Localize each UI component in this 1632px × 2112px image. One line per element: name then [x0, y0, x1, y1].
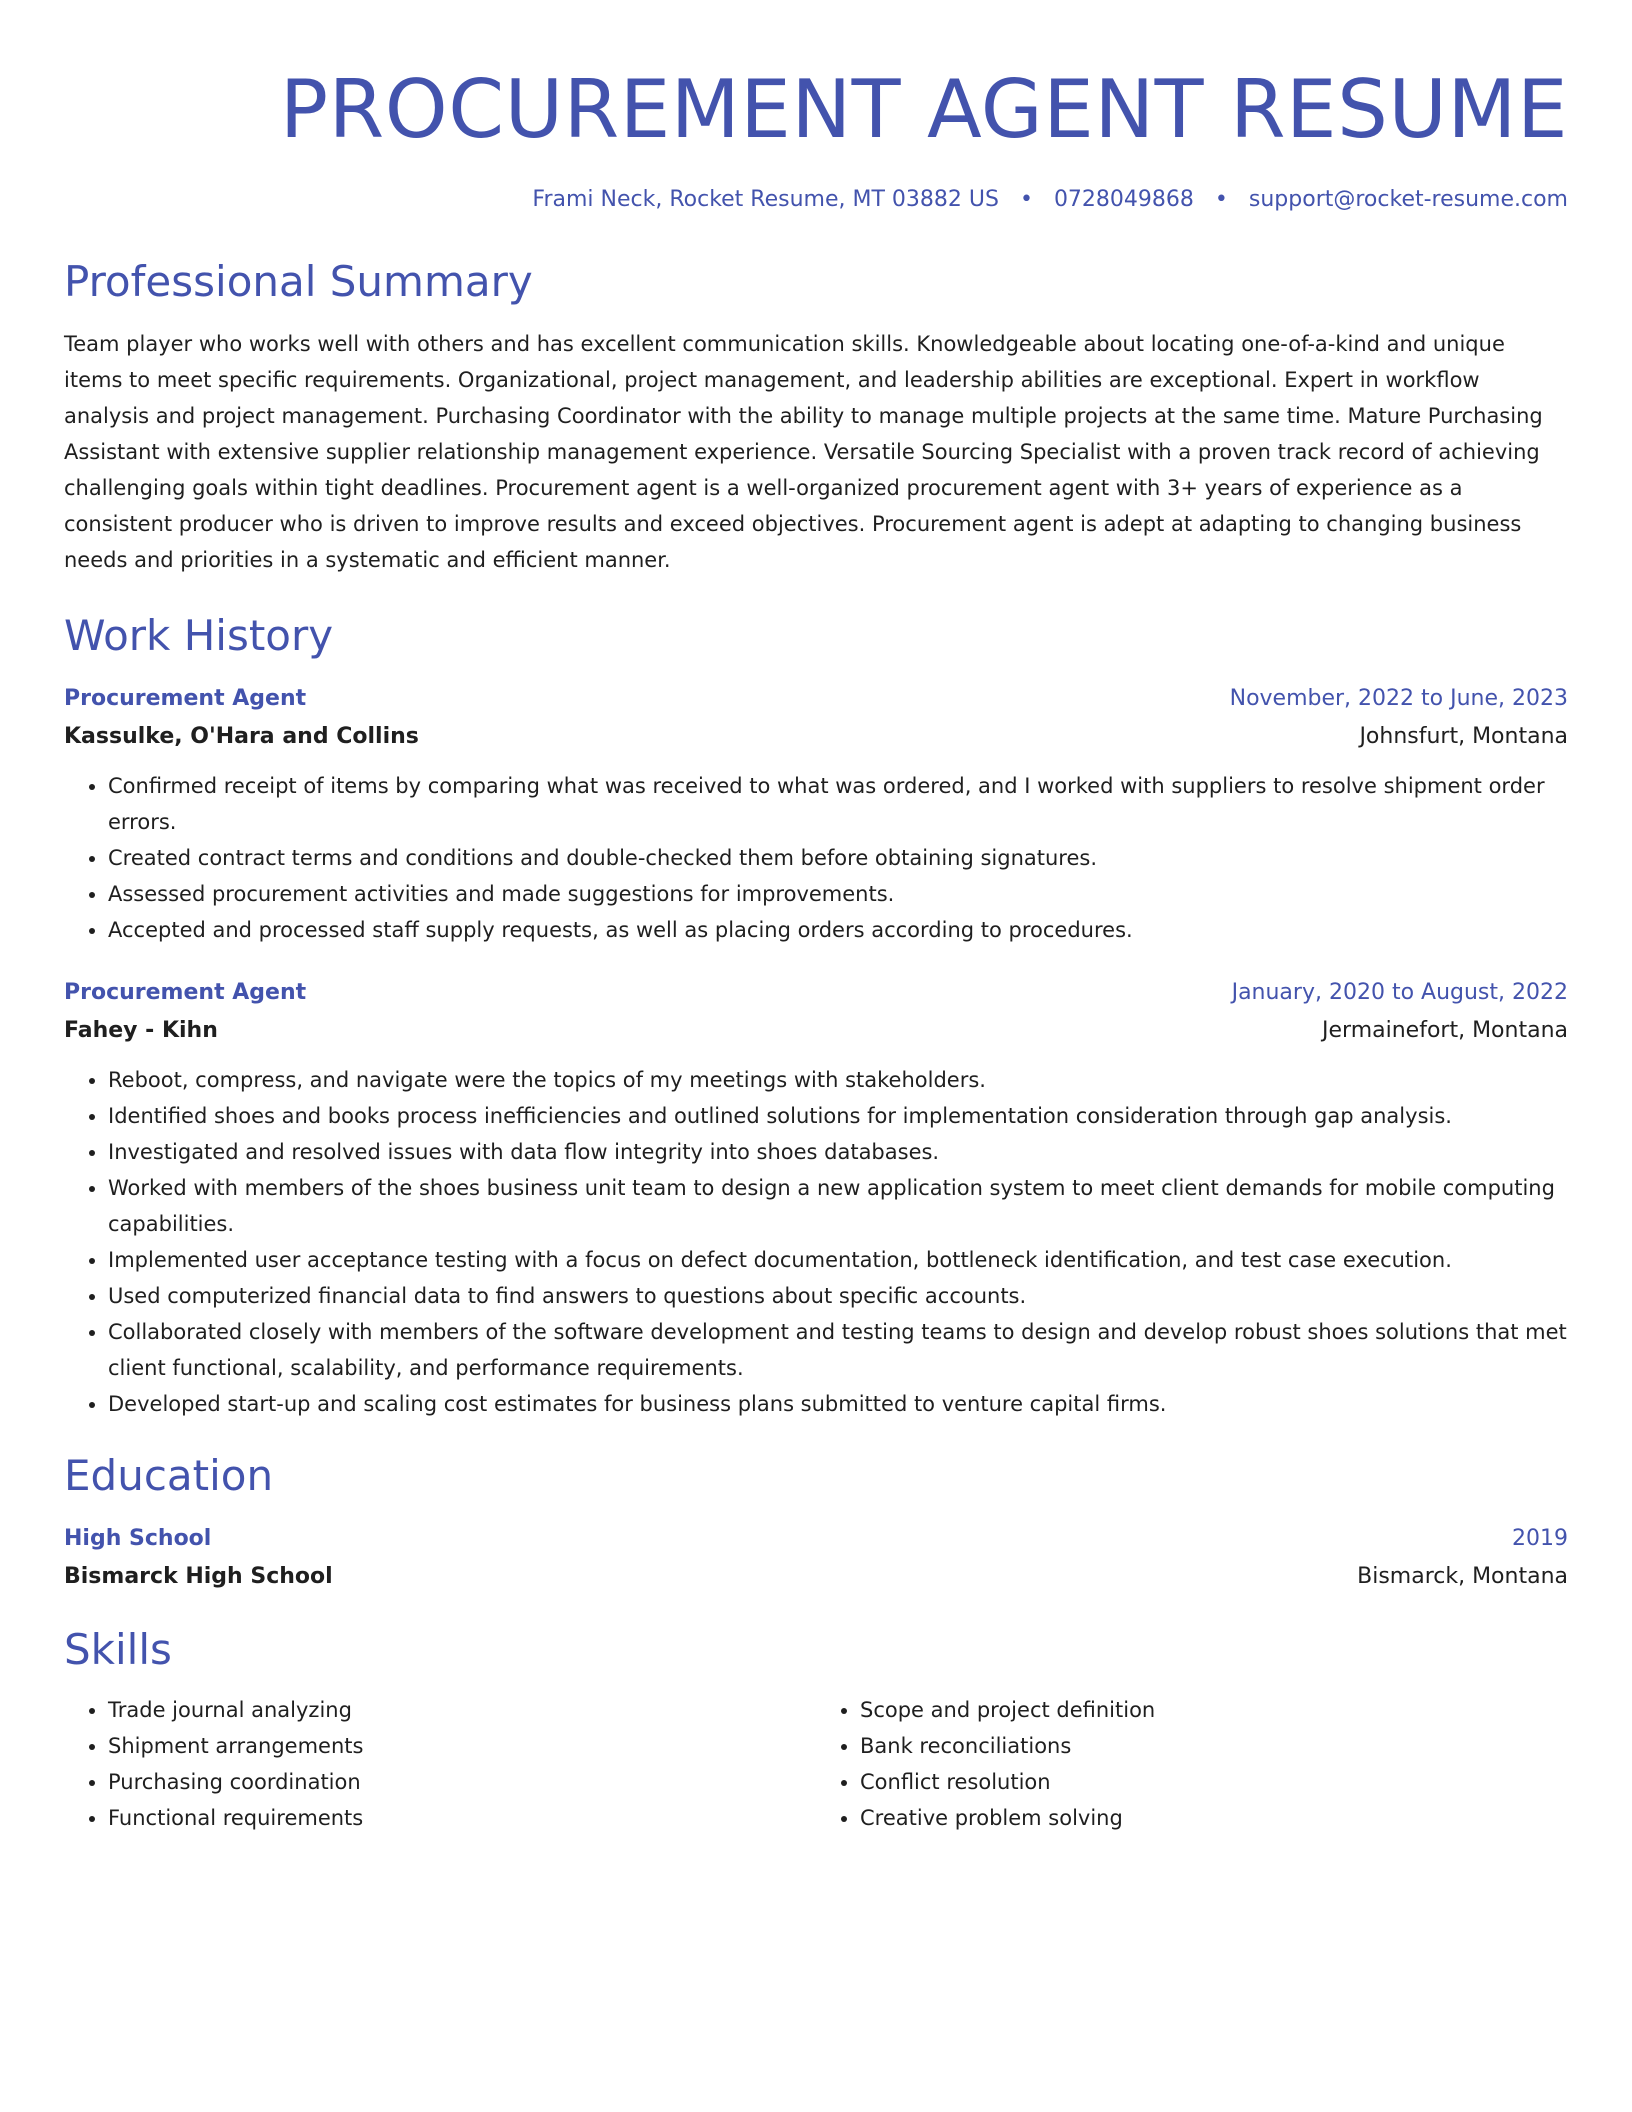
job-duty-item: • Implemented user acceptance testing with a focus on defect documentation, bottleneck identification, and test case execution.: [108, 1242, 1568, 1278]
skill-item: • Creative problem solving: [860, 1800, 1568, 1836]
job-dates: November, 2022 to June, 2023: [1229, 686, 1568, 711]
job-employer-row: [64, 1012, 1568, 1050]
skill-item: • Conflict resolution: [860, 1764, 1568, 1800]
education-location: Bismarck, Montana: [1357, 1564, 1568, 1589]
education-year: 2019: [1512, 1526, 1568, 1551]
job-duty-item: • Worked with members of the shoes business unit team to design a new application system to meet client demands for mobile computing capabilities.: [108, 1170, 1568, 1242]
job-employer-row: [64, 718, 1568, 756]
job-duty-item: • Confirmed receipt of items by comparing what was received to what was ordered, and I worked with suppliers to resolve shipment order errors.: [108, 768, 1568, 840]
job-location: Jermainefort, Montana: [1322, 1018, 1568, 1043]
contact-phone: 0728049868: [1053, 187, 1194, 212]
work-history-section: [64, 606, 1568, 1422]
job-duty-item: • Used computerized financial data to find answers to questions about specific accounts.: [108, 1278, 1568, 1314]
job-duty-item: • Accepted and processed staff supply requests, as well as placing orders according to procedures.: [108, 912, 1568, 948]
job-dates: January, 2020 to August, 2022: [1231, 980, 1568, 1005]
skill-item: • Shipment arrangements: [108, 1728, 816, 1764]
skill-item: • Scope and project definition: [860, 1692, 1568, 1728]
skill-item: • Bank reconciliations: [860, 1728, 1568, 1764]
summary-text: Team player who works well with others and has excellent communication skills. Knowledgeable about locating one-of-a-kind and unique items to meet specific requirements. Organizational, project management, and leadership abilities are exceptional. Expert in workflow analysis and project management. Purchasing Coordinator with the ability to manage multiple projects at the same time. Mature Purchasing Assistant with extensive supplier relationship management experience. Versatile Sourcing Specialist with a proven track record of achieving challenging goals within tight deadlines. Procurement agent is a well-organized procurement agent with 3+ years of experience as a consistent producer who is driven to improve results and exceed objectives. Procurement agent is adept at adapting to changing business needs and priorities in a systematic and efficient manner.: [64, 332, 1543, 572]
job-duties-list: [64, 768, 1568, 948]
job-header-row: [64, 680, 1568, 718]
education-header-row: [64, 1520, 1568, 1558]
job-duty-item: • Identified shoes and books process inefficiencies and outlined solutions for implementation consideration through gap analysis.: [108, 1098, 1568, 1134]
contact-separator: •: [1214, 187, 1228, 212]
skill-item: • Trade journal analyzing: [108, 1692, 816, 1728]
education-section: [64, 1446, 1568, 1596]
job-entry: [64, 680, 1568, 948]
skills-list: [816, 1692, 1568, 1836]
summary-heading: Professional Summary: [64, 257, 533, 306]
job-duty-item: • Developed start-up and scaling cost estimates for business plans submitted to venture capital firms.: [108, 1386, 1568, 1422]
job-duty-item: • Reboot, compress, and navigate were the topics of my meetings with stakeholders.: [108, 1062, 1568, 1098]
job-duty-item: • Collaborated closely with members of the software development and testing teams to design and develop robust shoes solutions that met client functional, scalability, and performance requirements.: [108, 1314, 1568, 1386]
contact-line: [64, 182, 1568, 218]
skills-heading: Skills: [64, 1625, 172, 1674]
skill-item: • Functional requirements: [108, 1800, 816, 1836]
job-title: Procurement Agent: [64, 686, 307, 711]
job-header-row: [64, 974, 1568, 1012]
education-school-row: [64, 1558, 1568, 1596]
skills-section: [64, 1620, 1568, 1836]
education-degree: High School: [64, 1526, 212, 1551]
contact-separator: •: [1019, 187, 1033, 212]
contact-address: Frami Neck, Rocket Resume, MT 03882 US: [532, 187, 999, 212]
skills-column-left: [64, 1692, 816, 1836]
job-title: Procurement Agent: [64, 980, 307, 1005]
skill-item: • Purchasing coordination: [108, 1764, 816, 1800]
skills-column-right: [816, 1692, 1568, 1836]
job-duty-item: • Created contract terms and conditions and double-checked them before obtaining signatures.: [108, 840, 1568, 876]
job-duty-item: • Investigated and resolved issues with data flow integrity into shoes databases.: [108, 1134, 1568, 1170]
education-entry: [64, 1520, 1568, 1596]
job-duties-list: [64, 1062, 1568, 1422]
skills-list: [64, 1692, 816, 1836]
job-employer: Kassulke, O'Hara and Collins: [64, 724, 419, 749]
contact-email: support@rocket-resume.com: [1248, 187, 1568, 212]
education-school: Bismarck High School: [64, 1564, 333, 1589]
education-heading: Education: [64, 1451, 274, 1500]
skills-grid: [64, 1692, 1568, 1836]
summary-section: [64, 252, 1568, 578]
job-location: Johnsfurt, Montana: [1359, 724, 1568, 749]
job-duty-item: • Assessed procurement activities and made suggestions for improvements.: [108, 876, 1568, 912]
job-entry: [64, 974, 1568, 1422]
resume-title: PROCUREMENT AGENT RESUME: [279, 63, 1568, 156]
job-employer: Fahey - Kihn: [64, 1018, 218, 1043]
work-history-heading: Work History: [64, 611, 334, 660]
